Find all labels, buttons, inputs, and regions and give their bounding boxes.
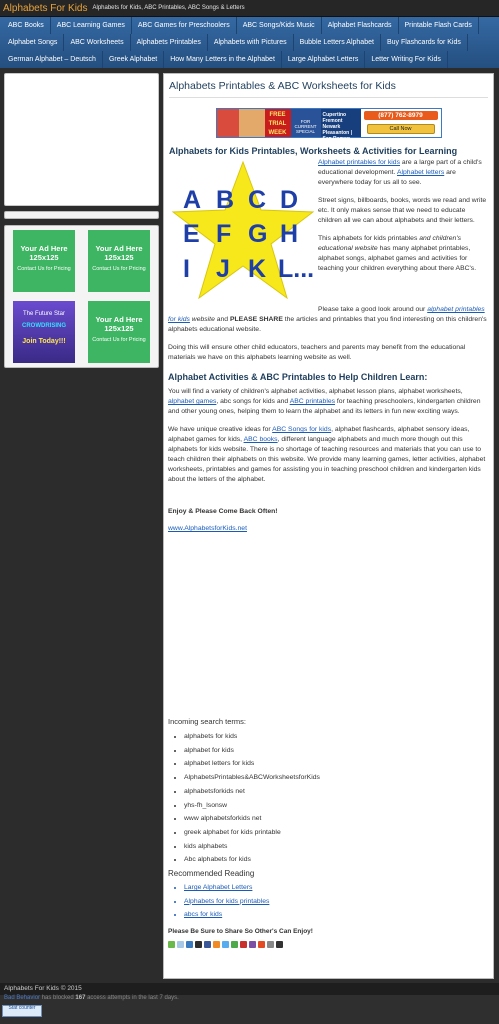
activities-paragraph [168, 387, 488, 417]
search-term-item: • alphabets for kids [184, 730, 488, 744]
text: , abc songs for kids and [216, 398, 290, 405]
star-letter: B [216, 186, 235, 214]
star-letter: J [216, 255, 230, 283]
footer-copyright: Alphabets For Kids © 2015 [4, 985, 82, 992]
banner-cities [321, 109, 361, 142]
nav-item-abc-worksheets[interactable]: ABC Worksheets [64, 34, 130, 51]
share-icon[interactable] [258, 941, 265, 948]
enjoy-text: Enjoy & Please Come Back Often! [168, 508, 278, 515]
banner-city: Fremont [322, 118, 343, 124]
facebook-icon[interactable] [204, 941, 211, 948]
banner-kids-image [239, 109, 265, 137]
nav-item-abc-games-preschoolers[interactable]: ABC Games for Preschoolers [132, 17, 237, 34]
ad-title: Your Ad Here 125x125 [95, 244, 143, 262]
sidebar-widget-thin [4, 211, 159, 219]
search-term-item: • www alphabetsforkids net [184, 812, 488, 826]
recommended-reading-list [184, 881, 488, 922]
banner-special: FOR CURRENT SPECIAL [291, 109, 321, 137]
search-terms-list [184, 730, 488, 867]
nav-item-abc-learning-games[interactable]: ABC Learning Games [51, 17, 132, 34]
stat-counter-badge[interactable]: Stat counter [2, 1005, 42, 1017]
text-emphasis: and children's educational website [318, 235, 461, 252]
text: , different language alphabets and much more though out this alphabets for kids website. There is no shortage of teaching resources and materials that you can use to teach children their alphabets on this website. We provide many learning games, letter activities, alphabet worksheets, printables and games for assisting you in teaching preschool children and kindergarten kids about the letters of the alphabet. [168, 436, 486, 483]
star-letter: H [280, 220, 299, 248]
site-title[interactable]: Alphabets For Kids [3, 2, 88, 14]
share-paragraph [168, 305, 488, 335]
recommended-reading-heading: Recommended Reading [168, 869, 255, 879]
sidebar-widget-empty [4, 73, 159, 206]
share-icon[interactable] [276, 941, 283, 948]
bad-behavior-link[interactable]: Bad Behavior [4, 995, 41, 1001]
text: the articles and printables that you find interesting on this children's alphabets educational website. [168, 316, 487, 333]
star-letter: D [280, 186, 299, 214]
text: , alphabet flashcards, alphabet sensory ideas, alphabet games for kids, [168, 426, 470, 443]
intro-column [318, 158, 488, 274]
ad-title: Your Ad Here 125x125 [95, 315, 143, 333]
nav-item-alphabet-songs[interactable]: Alphabet Songs [2, 34, 64, 51]
search-term-item: • kids alphabets [184, 840, 488, 854]
text: You will find a variety of children's alphabet activities, alphabet lesson plans, alphabet worksheets, [168, 388, 463, 395]
text-bold: PLEASE SHARE [229, 316, 283, 323]
link-abc-songs[interactable]: ABC Songs for kids [272, 426, 332, 433]
star-letter: C [248, 186, 267, 214]
nav-item-large-alphabet-letters[interactable]: Large Alphabet Letters [282, 51, 365, 68]
share-icon[interactable] [240, 941, 247, 948]
sidebar-ad-grid [4, 225, 159, 368]
banner-picture [217, 109, 239, 137]
ad-subtitle: Contact Us for Pricing [92, 337, 146, 343]
link-alphabet-printables-for-kids[interactable]: alphabet printables for kids [168, 306, 485, 323]
search-terms-block [168, 717, 488, 948]
ad-line-1: The Future Star [22, 311, 66, 317]
share-icon[interactable] [249, 941, 256, 948]
star-letter: G [248, 220, 268, 248]
share-icon[interactable] [267, 941, 274, 948]
nav-item-alphabets-with-pictures[interactable]: Alphabets with Pictures [208, 34, 294, 51]
ad-line-2: CROWDRISING [22, 323, 66, 329]
search-term-item: • alphabetsforkids net [184, 785, 488, 799]
text: for teaching preschoolers, kindergarten children and other young ones, helping them to learn the alphabet and its letters in fun new exciting ways. [168, 398, 481, 415]
site-tagline: Alphabets for Kids, ABC Printables, ABC Songs & Letters [92, 5, 245, 11]
alphabet-star-image [171, 158, 315, 308]
search-term-item: • Abc alphabets for kids [184, 853, 488, 867]
intro-paragraph-2: Street signs, billboards, books, words we read and write etc. It only makes sense that we need to educate children all we can about alphabets and their letters. [318, 197, 487, 224]
link-alphabet-printables[interactable]: Alphabet printables for kids [318, 159, 400, 166]
page-title: Alphabets Printables & ABC Worksheets for Kids [169, 80, 488, 98]
text: has many alphabet printables, alphabet songs, alphabet games and activities for teaching your children everything about there ABC's. [318, 245, 477, 272]
text: and [214, 316, 230, 323]
ad-title: Your Ad Here 125x125 [20, 244, 68, 262]
nav-item-abc-books[interactable]: ABC Books [2, 17, 51, 34]
section-heading-2: Alphabet Activities & ABC Printables to Help Children Learn: [168, 372, 428, 382]
share-icon[interactable] [186, 941, 193, 948]
search-terms-heading: Incoming search terms: [168, 717, 246, 726]
nav-item-alphabets-printables[interactable]: Alphabets Printables [131, 34, 208, 51]
share-heading: Please Be Sure to Share So Other's Can Enjoy! [168, 928, 313, 936]
share-icon[interactable] [195, 941, 202, 948]
site-header [0, 0, 499, 17]
share-icon[interactable] [213, 941, 220, 948]
share-icon[interactable] [177, 941, 184, 948]
section-heading-1: Alphabets for Kids Printables, Worksheets & Activities for Learning [169, 146, 458, 156]
text: This alphabets for kids printables [318, 235, 420, 242]
nav-item-alphabet-flashcards[interactable]: Alphabet Flashcards [322, 17, 399, 34]
banner-free-badge: FREE TRIAL WEEK [265, 109, 291, 137]
ad-subtitle: Contact Us for Pricing [17, 266, 71, 272]
text-emphasis: website [189, 316, 215, 323]
ideas-paragraph [168, 425, 488, 485]
text: are everywhere today for us all to see. [318, 169, 456, 186]
ad-subtitle: Contact Us for Pricing [92, 266, 146, 272]
main-nav [0, 17, 499, 68]
search-term-item: • alphabet letters for kids [184, 757, 488, 771]
link-abc-books[interactable]: ABC books [243, 436, 278, 443]
search-term-item: • AlphabetsPrintables&ABCWorksheetsforKids [184, 771, 488, 785]
twitter-icon[interactable] [222, 941, 229, 948]
share-icons [168, 941, 488, 948]
link-alphabet-games[interactable]: alphabet games [168, 398, 217, 405]
star-letter: E [183, 220, 200, 248]
recommended-reading-item[interactable]: • Large Alphabet Letters [184, 881, 488, 895]
banner-city: Newark [322, 124, 341, 130]
nav-item-bubble-letters[interactable]: Bubble Letters Alphabet [294, 34, 381, 51]
text: Please take a good look around our [318, 306, 428, 313]
banner-phone: (877) 762-8979 [364, 111, 438, 120]
nav-item-buy-flashcards[interactable]: Buy Flashcards for Kids [381, 34, 468, 51]
ad-line-3: Join Today!!! [22, 338, 66, 345]
sidebar [4, 73, 159, 368]
recommended-reading-item[interactable]: • Alphabets for kids printables [184, 895, 488, 909]
ad-slot-2[interactable] [88, 230, 150, 292]
site-link-paragraph [168, 524, 488, 534]
share-icon[interactable] [168, 941, 175, 948]
intro-paragraph-3 [318, 234, 488, 274]
intro-paragraph-1 [318, 158, 488, 188]
ad-slot-1[interactable] [13, 230, 75, 292]
star-letter: K [248, 255, 267, 283]
star-letters [171, 158, 315, 308]
banner-ad[interactable] [216, 108, 442, 142]
star-letter: L... [278, 255, 315, 283]
banner-city: Pleasanton | San Ramon [322, 130, 352, 142]
star-letter: A [183, 186, 202, 214]
text: are a large part of a child's educational development. [318, 159, 482, 176]
footer [0, 983, 499, 995]
banner-city: Cupertino [322, 112, 347, 118]
ad-slot-4[interactable] [88, 301, 150, 363]
footer-stats [0, 995, 499, 1024]
recommended-reading-item[interactable]: • abcs for kids [184, 908, 488, 922]
nav-item-abc-songs[interactable]: ABC Songs/Kids Music [237, 17, 322, 34]
blocked-count: 167 [75, 995, 86, 1001]
text: access attempts in the last 7 days. [85, 995, 179, 1001]
nav-item-greek-alphabet[interactable]: Greek Alphabet [103, 51, 164, 68]
benefit-paragraph: Doing this will ensure other child educators, teachers and parents may benefit from the educational materials we have on this alphabets learning website as well. [168, 344, 466, 361]
banner-phone-block [361, 109, 441, 137]
search-term-item: • yhs-fh_lsonsw [184, 799, 488, 813]
share-paragraph-block [168, 305, 488, 534]
nav-item-letter-writing[interactable]: Letter Writing For Kids [365, 51, 448, 68]
text: We have unique creative ideas for [168, 426, 273, 433]
search-term-item: • alphabet for kids [184, 744, 488, 758]
ad-future-star[interactable] [13, 301, 75, 363]
search-term-item: • greek alphabet for kids printable [184, 826, 488, 840]
star-letter: F [216, 220, 232, 248]
star-letter: I [183, 255, 190, 283]
banner-call-now[interactable]: Call Now [367, 124, 435, 134]
link-alphabet-letters[interactable]: Alphabet letters [396, 169, 445, 176]
nav-item-how-many-letters[interactable]: How Many Letters in the Alphabet [164, 51, 282, 68]
share-icon[interactable] [231, 941, 238, 948]
site-link[interactable]: www.AlphabetsforKids.net [168, 525, 247, 532]
link-abc-printables[interactable]: ABC printables [289, 398, 336, 405]
text: has blocked [40, 995, 76, 1001]
nav-item-german-alphabet[interactable]: German Alphabet – Deutsch [2, 51, 103, 68]
nav-item-printable-flash-cards[interactable]: Printable Flash Cards [399, 17, 479, 34]
